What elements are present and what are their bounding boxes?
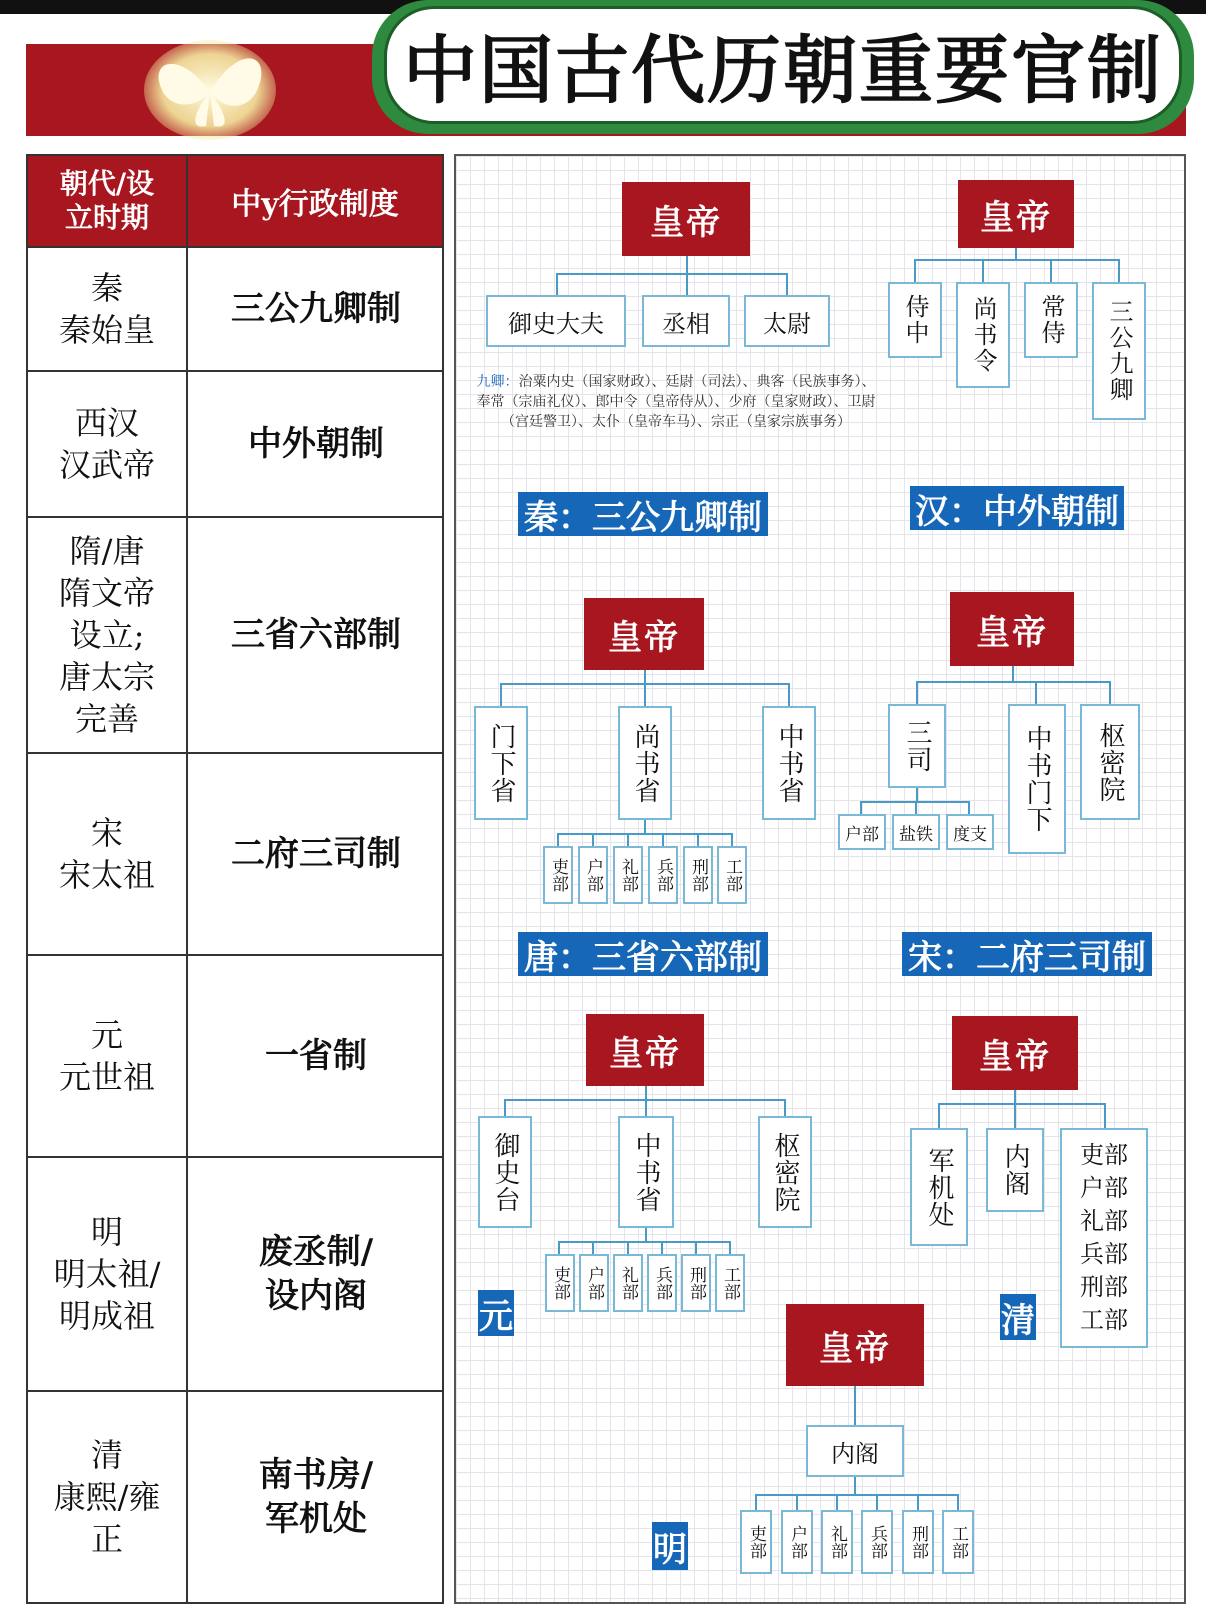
- yuan-connector: [558, 1241, 730, 1243]
- yuan-connector: [592, 1241, 594, 1255]
- han-changshi-box: 常侍: [1024, 282, 1078, 358]
- qin-connector: [556, 273, 558, 295]
- ming-connector: [755, 1494, 757, 1510]
- note-label: 九卿：: [476, 374, 519, 390]
- note-text: 治粟内史（国家财政）、廷尉（司法）、典客（民族事务）、奉常（宗庙礼仪）、郎中令（皇帝侍从）、少府（皇家财政）、卫尉（宫廷警卫）、太仆（皇帝车马）、宗正（皇家宗族事务）: [476, 374, 876, 430]
- tang-shangshu-box: 尚书省: [618, 706, 672, 820]
- tang-connector: [731, 833, 733, 847]
- ming-caption: 明: [652, 1522, 688, 1570]
- yuan-connector: [645, 1228, 647, 1242]
- row-period-qing: 清 康熙/雍 正: [28, 1390, 188, 1602]
- yuan-ministry-hu-box: 户部: [579, 1254, 609, 1312]
- butterfly-icon: [140, 30, 280, 140]
- han-sangongjiuqing-box: 三公九卿: [1092, 282, 1146, 420]
- header-period: 朝代/设 立时期: [28, 156, 188, 246]
- song-connector: [915, 801, 917, 815]
- qing-six-ministries-box: 吏部 户部 礼部 兵部 刑部 工部: [1060, 1128, 1148, 1348]
- song-sansi-box: 三司: [888, 704, 946, 788]
- ming-connector: [755, 1494, 959, 1496]
- ming-ministry-gong-box: 工部: [942, 1510, 974, 1574]
- header-system: 中y行政制度: [188, 156, 442, 246]
- han-connector: [982, 259, 984, 283]
- tang-connector: [644, 670, 646, 684]
- han-emperor-box: 皇帝: [958, 180, 1074, 248]
- song-yantie-box: 盐铁: [892, 814, 940, 850]
- yuan-connector: [695, 1241, 697, 1255]
- qin-connector: [786, 273, 788, 295]
- ming-connector: [796, 1494, 798, 1510]
- song-duzhi-box: 度支: [946, 814, 994, 850]
- qing-connector: [1014, 1090, 1016, 1104]
- qin-caption: 秦：三公九卿制: [518, 492, 768, 536]
- yuan-connector: [504, 1099, 506, 1117]
- yuan-connector: [784, 1099, 786, 1117]
- tang-ministry-bing-box: 兵部: [648, 846, 678, 904]
- qing-junjichu-box: 军机处: [910, 1128, 968, 1246]
- han-caption: 汉：中外朝制: [910, 486, 1124, 530]
- ming-ministry-xing-box: 刑部: [902, 1510, 934, 1574]
- page-title: 中国古代历朝重要官制: [403, 28, 1163, 114]
- qing-connector: [1104, 1103, 1106, 1129]
- qin-connector: [686, 256, 688, 274]
- yuan-ministry-bing-box: 兵部: [647, 1254, 677, 1312]
- row-system-qing: 南书房/ 军机处: [188, 1390, 444, 1602]
- row-system-han: 中外朝制: [188, 370, 444, 516]
- song-zhongshumenxia-box: 中书门下: [1008, 704, 1066, 854]
- ming-connector: [836, 1494, 838, 1510]
- yuan-shumiyuan-box: 枢密院: [758, 1116, 812, 1228]
- yuan-connector: [627, 1241, 629, 1255]
- row-system-qin: 三公九卿制: [188, 246, 444, 370]
- qing-emperor-box: 皇帝: [952, 1016, 1078, 1090]
- tang-connector: [592, 833, 594, 847]
- qing-connector: [1014, 1103, 1016, 1129]
- tang-connector: [627, 833, 629, 847]
- yuan-ministry-rites-box: 礼部: [613, 1254, 643, 1312]
- tang-zhongshu-box: 中书省: [762, 706, 816, 820]
- ming-connector: [917, 1494, 919, 1510]
- yuan-ministry-gong-box: 工部: [715, 1254, 745, 1312]
- tang-menxia-box: 门下省: [474, 706, 528, 820]
- qin-taiwei-box: 太尉: [744, 295, 830, 347]
- qin-emperor-box: 皇帝: [622, 182, 750, 256]
- row-period-suitang: 隋/唐 隋文帝 设立; 唐太宗 完善: [28, 516, 188, 752]
- qing-connector: [938, 1103, 940, 1129]
- row-period-ming: 明 明太祖/ 明成祖: [28, 1156, 188, 1390]
- qin-nine-ministers-note: [472, 372, 880, 462]
- ming-neige-box: 内阁: [806, 1425, 904, 1477]
- qin-chengxiang-box: 丞相: [642, 295, 730, 347]
- song-connector: [916, 681, 1110, 683]
- tang-connector: [697, 833, 699, 847]
- yuan-connector: [661, 1241, 663, 1255]
- row-system-yuan: 一省制: [188, 954, 444, 1156]
- yuan-zhongshu-box: 中书省: [618, 1116, 674, 1228]
- tang-connector: [644, 683, 646, 707]
- han-connector: [1050, 259, 1052, 283]
- row-system-suitang: 三省六部制: [188, 516, 444, 752]
- ming-connector: [957, 1494, 959, 1510]
- row-period-han: 西汉 汉武帝: [28, 370, 188, 516]
- tang-ministry-rites-box: 礼部: [613, 846, 643, 904]
- song-hubu-box: 户部: [838, 814, 886, 850]
- tang-ministry-gong-box: 工部: [717, 846, 747, 904]
- han-shizhong-box: 侍中: [888, 282, 942, 358]
- tang-emperor-box: 皇帝: [584, 598, 704, 670]
- song-shumiyuan-box: 枢密院: [1080, 704, 1140, 820]
- tang-connector: [644, 820, 646, 834]
- ming-connector: [876, 1494, 878, 1510]
- ming-ministry-li-box: 吏部: [740, 1510, 772, 1574]
- yuan-connector: [645, 1086, 647, 1100]
- yuan-connector: [729, 1241, 731, 1255]
- yuan-ministry-xing-box: 刑部: [681, 1254, 711, 1312]
- tang-connector: [557, 833, 731, 835]
- qing-neige-box: 内阁: [986, 1128, 1044, 1212]
- song-connector: [1012, 666, 1014, 682]
- qin-connector: [556, 273, 788, 275]
- tang-connector: [662, 833, 664, 847]
- qing-caption: 清: [1000, 1294, 1036, 1340]
- title-panel: [384, 6, 1182, 124]
- ming-ministry-bing-box: 兵部: [861, 1510, 893, 1574]
- tang-ministry-xing-box: 刑部: [683, 846, 713, 904]
- tang-ministry-li-box: 吏部: [543, 846, 573, 904]
- song-connector: [916, 681, 918, 705]
- dynasty-table: [26, 154, 444, 1604]
- row-period-song: 宋 宋太祖: [28, 752, 188, 954]
- tang-ministry-hu-box: 户部: [578, 846, 608, 904]
- ming-emperor-box: 皇帝: [786, 1304, 924, 1386]
- yuan-yushitai-box: 御史台: [478, 1116, 532, 1228]
- song-connector: [1109, 681, 1111, 705]
- tang-caption: 唐：三省六部制: [518, 932, 768, 976]
- ming-connector: [854, 1477, 856, 1495]
- yuan-caption: 元: [478, 1290, 514, 1336]
- qin-yushidafu-box: 御史大夫: [486, 295, 626, 347]
- yuan-connector: [558, 1241, 560, 1255]
- ming-connector: [854, 1386, 856, 1426]
- qin-connector: [686, 273, 688, 295]
- yuan-connector: [645, 1099, 647, 1117]
- song-connector: [916, 788, 918, 802]
- qing-connector: [938, 1103, 1106, 1105]
- tang-connector: [788, 683, 790, 707]
- han-connector: [914, 259, 1118, 261]
- row-system-song: 二府三司制: [188, 752, 444, 954]
- row-period-qin: 秦 秦始皇: [28, 246, 188, 370]
- ming-ministry-hu-box: 户部: [781, 1510, 813, 1574]
- han-connector: [914, 259, 916, 283]
- tang-connector: [557, 833, 559, 847]
- han-connector: [1118, 259, 1120, 283]
- song-connector: [860, 801, 862, 815]
- song-emperor-box: 皇帝: [950, 592, 1074, 666]
- row-period-yuan: 元 元世祖: [28, 954, 188, 1156]
- yuan-emperor-box: 皇帝: [586, 1014, 704, 1086]
- tang-connector: [500, 683, 502, 707]
- song-connector: [968, 801, 970, 815]
- ming-ministry-rites-box: 礼部: [821, 1510, 853, 1574]
- song-caption: 宋：二府三司制: [902, 932, 1152, 976]
- song-connector: [1035, 681, 1037, 705]
- row-system-ming: 废丞制/ 设内阁: [188, 1156, 444, 1390]
- han-shangshuling-box: 尚书令: [956, 282, 1010, 388]
- yuan-ministry-li-box: 吏部: [545, 1254, 575, 1312]
